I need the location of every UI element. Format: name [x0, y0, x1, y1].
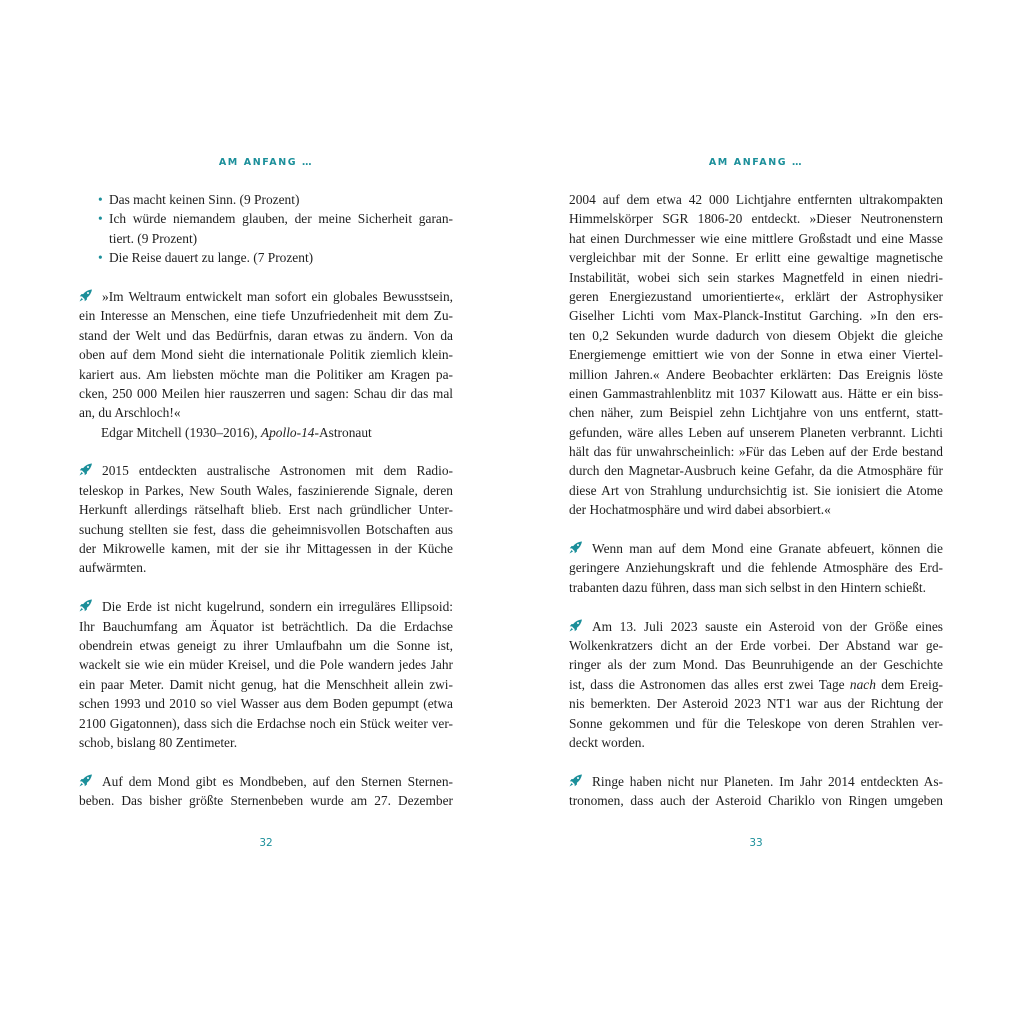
paragraph-line: trabanten dazu führen, dass man sich selbst in den Hintern schießt. — [569, 579, 926, 595]
paragraph-line: ist, dass die Astronomen das alles erst zwei Tage nach dem Ereig- — [569, 676, 943, 692]
paragraph-line: tronomen, dass auch der Asteroid Chariklo von Ringen umgeben — [569, 793, 943, 809]
paragraph-line: Am 13. Juli 2023 sauste ein Asteroid von der Größe eines — [569, 617, 943, 636]
paragraph-line: Himmelskörper SGR 1806-20 entdeckt. »Dieser Neutronenstern — [569, 211, 943, 227]
paragraph-line: ein paar Meter. Damit nicht genug, hat die Menschheit allein zwi- — [79, 676, 453, 692]
page-number: 33 — [749, 837, 763, 849]
paragraph-line: chen näher, zum Beispiel zehn Lichtjahre von uns entfernt, statt- — [569, 405, 943, 421]
right-page — [569, 0, 943, 1024]
paragraph-line: diese Art von Strahlung undurchsichtig ist. Sie ionisiert die Atome — [569, 482, 943, 498]
paragraph-line: 2004 auf dem etwa 42 000 Lichtjahre entfernten ultrakompakten — [569, 192, 943, 207]
rocket-icon — [79, 599, 93, 612]
paragraph-line: nis bemerkten. Der Asteroid 2023 NT1 war aus der Richtung der — [569, 696, 943, 712]
paragraph-line: ringer als der zum Mond. Das Beunruhigende an der Geschichte — [569, 657, 943, 673]
paragraph-line: wackelt sie wie ein müder Kreisel, und die Pole wandern jedes Jahr — [79, 657, 453, 673]
paragraph-line: hält das für unwahrscheinlich: »Für das Leben auf der Erde bestand — [569, 444, 943, 460]
paragraph-line: aufwärmten. — [79, 560, 147, 576]
paragraph-line: Die Erde ist nicht kugelrund, sondern ein irreguläres Ellipsoid: — [79, 597, 453, 616]
quote-attribution: Edgar Mitchell (1930–2016), Apollo-14-Astronaut — [101, 424, 372, 440]
paragraph-line: Wenn man auf dem Mond eine Granate abfeuert, können die — [569, 539, 943, 558]
bullet-item-continuation: tiert. (9 Prozent) — [109, 230, 198, 246]
running-head: AM ANFANG … — [708, 157, 804, 168]
quote-line: an, du Arschloch!« — [79, 405, 181, 421]
paragraph-line: geringere Anziehungskraft und die fehlende Atmosphäre des Erd- — [569, 560, 943, 576]
left-page — [79, 0, 453, 1024]
paragraph-line: hat einen Durchmesser wie eine mittlere Großstadt und eine Masse — [569, 230, 943, 246]
quote-line: stand der Welt und das Bedürfnis, daran etwas zu ändern. Von da — [79, 327, 453, 343]
paragraph-line: ten 0,2 Sekunden wurde dadurch von diesem Objekt die gleiche — [569, 327, 943, 343]
paragraph-line: Energiemenge emittiert wie von der Sonne in etwa einer Viertel- — [569, 347, 943, 363]
paragraph-line: Instabilität, wobei sich sein starkes Magnetfeld in einen niedri- — [569, 269, 943, 285]
quote-line: ein Interesse an Menschen, eine tiefe Unzufriedenheit mit dem Zu- — [79, 308, 453, 324]
paragraph-line: teleskop in Parkes, New South Wales, faszinierende Signale, deren — [79, 482, 453, 498]
paragraph-line: 2100 Gigatonnen), dass sich die Erdachse noch ein Stück weiter ver- — [79, 715, 453, 731]
paragraph-line: million Jahren.« Andere Beobachter erklärten: Das Ereignis löste — [569, 366, 943, 382]
paragraph-line: Wolkenkratzers dicht an der Erde vorbei. Der Abstand war ge- — [569, 637, 943, 653]
emphasis-word: nach — [849, 676, 876, 692]
paragraph-line: durch den Magnetar-Ausbruch keine Gefahr, da die Atmosphäre für — [569, 463, 943, 479]
rocket-icon — [79, 289, 93, 302]
paragraph-line: Giselher Lichti vom Max-Planck-Institut Garching. »In den ers- — [569, 308, 943, 324]
paragraph-line: gefunden, wäre alles Leben auf unserem Planeten verbrannt. Lichti — [569, 424, 943, 440]
bullet-dot: • — [98, 250, 103, 266]
bullet-dot: • — [98, 211, 103, 227]
quote-line: »Im Weltraum entwickelt man sofort ein globales Bewusstsein, — [79, 287, 453, 306]
bullet-item: • Ich würde niemandem glauben, der meine Sicherheit garan- — [79, 209, 453, 228]
paragraph-line: der Mikrowelle kamen, mit der sie ihr Mittagessen in der Küche — [79, 541, 453, 557]
paragraph-line: schob, bislang 80 Zentimeter. — [79, 734, 238, 750]
page-number: 32 — [259, 837, 273, 849]
rocket-icon — [569, 541, 583, 554]
paragraph-line: beben. Das bisher größte Sternenbeben wurde am 27. Dezember — [79, 793, 453, 809]
rocket-icon — [79, 774, 93, 787]
paragraph-line: einen Gammastrahlenblitz mit 1037 Kilowatt aus. Hätte er ein biss- — [569, 385, 943, 401]
paragraph-line: vergleichbar mit der Sonne. Er erlitt eine gewaltige magnetische — [569, 250, 943, 266]
running-head: AM ANFANG … — [218, 157, 314, 168]
paragraph-line: Sonne gekommen und für die Teleskope von deren Strahlen ver- — [569, 715, 943, 731]
rocket-icon — [569, 774, 583, 787]
quote-line: cken, 250 000 Meilen hier rauszerren und sagen: Schau dir das mal — [79, 385, 453, 401]
quote-line: oben auf dem Mond sieht die internationale Politik ziemlich klein- — [79, 347, 453, 363]
bullet-item: • Die Reise dauert zu lange. (7 Prozent) — [79, 248, 453, 267]
paragraph-line: obendrein etwas geneigt zu ihrer Umlaufbahn um die Sonne ist, — [79, 637, 453, 653]
paragraph-line: Ihr Bauchumfang am Äquator ist beträchtlich. Da die Erdachse — [79, 618, 453, 634]
paragraph-line: suchung stellten sie fest, dass die geheimnisvollen Botschaften aus — [79, 521, 453, 537]
bullet-item: • Das macht keinen Sinn. (9 Prozent) — [79, 190, 453, 209]
paragraph-line: Auf dem Mond gibt es Mondbeben, auf den Sternen Sternen- — [79, 772, 453, 791]
paragraph-line: der Hochatmosphäre und wird dabei absorbiert.« — [569, 502, 831, 518]
right-page-text — [569, 190, 943, 811]
paragraph-line: geren Energiezustand umorientierte«, erklärt der Astrophysiker — [569, 288, 943, 304]
rocket-icon — [79, 463, 93, 476]
left-page-text — [79, 190, 453, 811]
paragraph-line: schen 1993 und 2010 so viel Wasser aus dem Boden gepumpt (etwa — [79, 696, 453, 712]
quote-line: kariert aus. Am liebsten möchte man die Politiker am Kragen pa- — [79, 366, 453, 382]
paragraph-line: deckt worden. — [569, 734, 645, 750]
paragraph-line: 2015 entdeckten australische Astronomen mit dem Radio- — [79, 461, 453, 480]
paragraph-line: Ringe haben nicht nur Planeten. Im Jahr 2014 entdeckten As- — [569, 772, 943, 791]
paragraph-line: Herkunft allerdings rätselhaft blieb. Erst nach gründlicher Unter- — [79, 502, 453, 518]
bullet-dot: • — [98, 192, 103, 207]
rocket-icon — [569, 619, 583, 632]
